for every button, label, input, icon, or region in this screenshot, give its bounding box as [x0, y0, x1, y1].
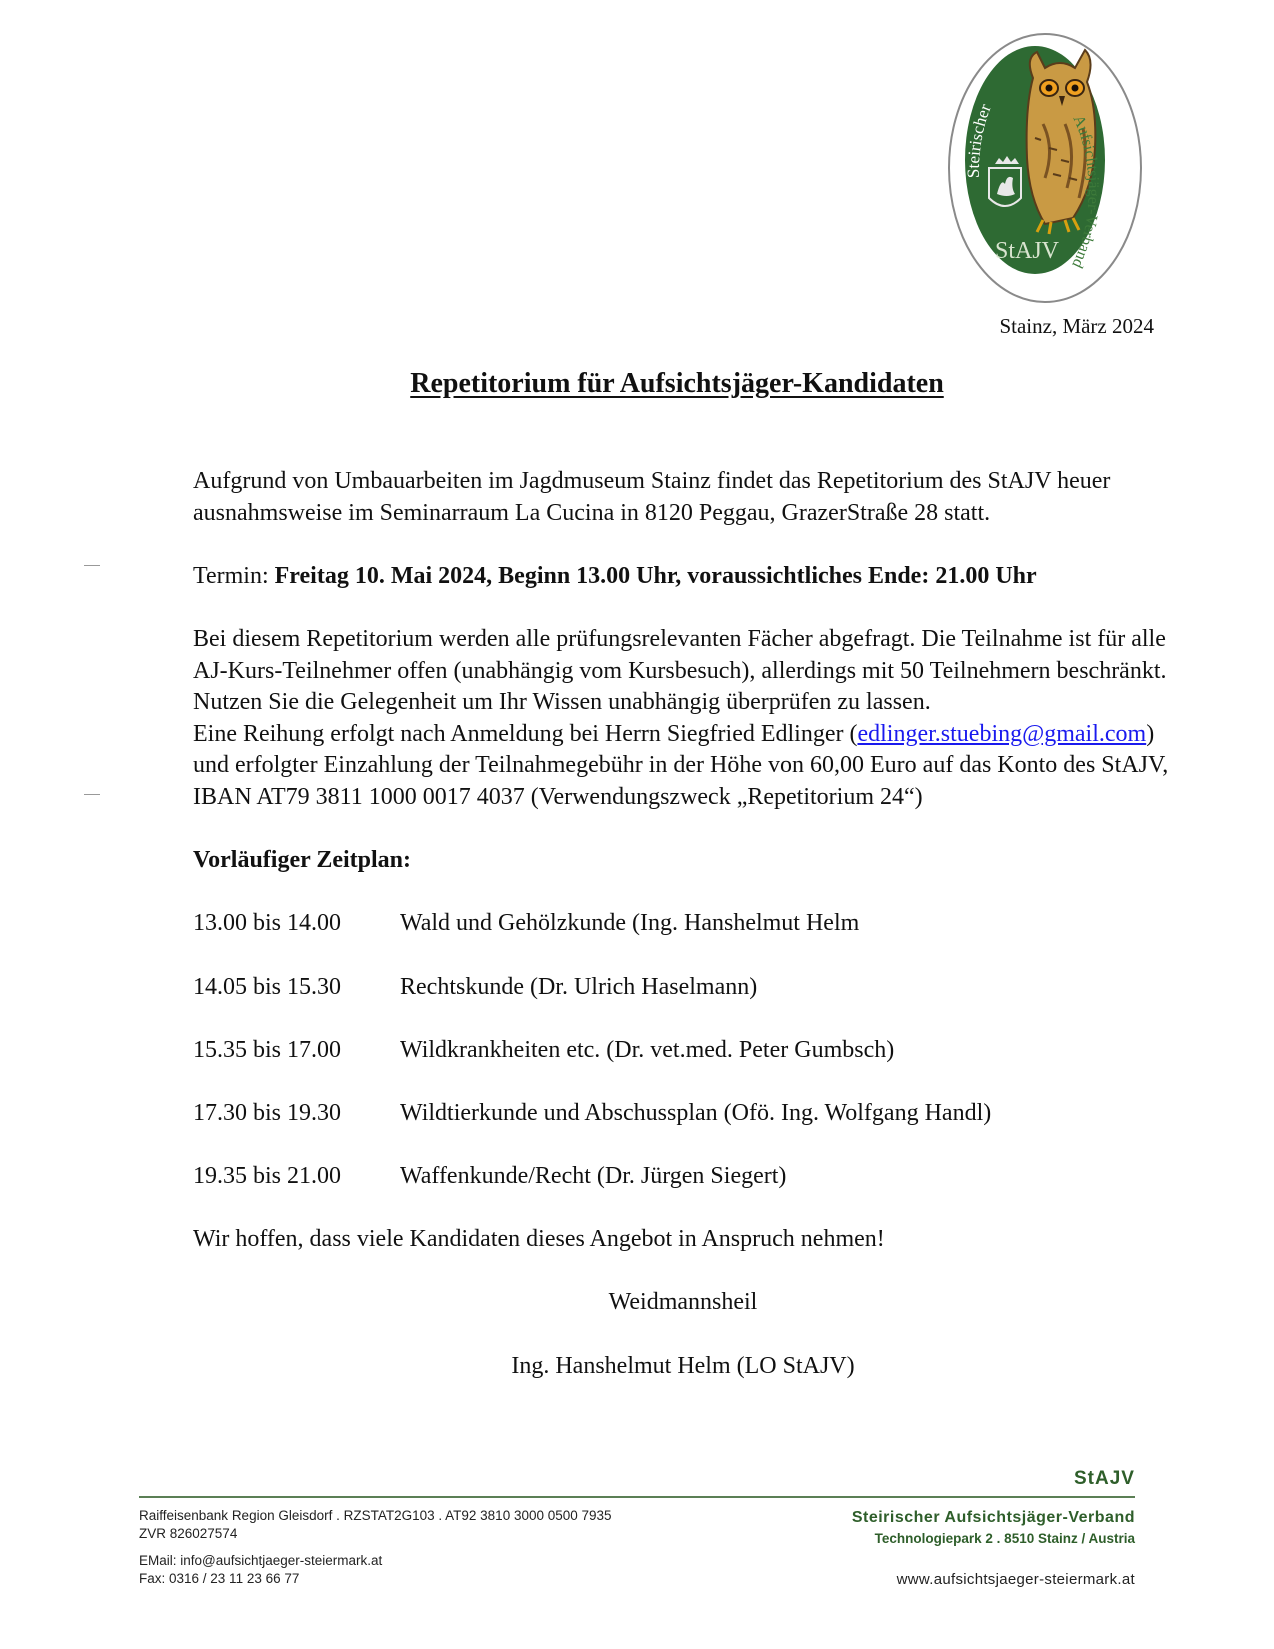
- schedule-topic: Wildkrankheiten etc. (Dr. vet.med. Peter Gumbsch): [400, 1036, 895, 1063]
- registration-paragraph: [193, 719, 1173, 814]
- stajv-logo: [945, 28, 1145, 308]
- schedule-topic: Wald und Gehölzkunde (Ing. Hanshelmut Helm: [400, 910, 860, 937]
- schedule-topic: Rechtskunde (Dr. Ulrich Haselmann): [400, 973, 758, 1000]
- margin-mark: [84, 565, 100, 566]
- schedule-list: [193, 908, 1173, 1192]
- termin-label: Termin:: [193, 562, 275, 589]
- schedule-heading: Vorläufiger Zeitplan:: [193, 847, 412, 874]
- logo-arc-right: Aufsichtsjäger-Verband: [1068, 112, 1102, 271]
- closing-hope: Wir hoffen, dass viele Kandidaten dieses Angebot in Anspruch nehmen!: [193, 1226, 885, 1253]
- intro-paragraph: Aufgrund von Umbauarbeiten im Jagdmuseum Stainz findet das Repetitorium des StAJV heuer ausnahmsweise im Seminarraum La Cucina in 8120 Peggau, GrazerStraße 28 statt.: [193, 468, 1111, 526]
- schedule-row: [193, 1161, 1173, 1193]
- footer-divider: [139, 1496, 1135, 1498]
- footer-org-name: Steirischer Aufsichtsjäger-Verband: [851, 1509, 1135, 1526]
- schedule-time: 13.00 bis 14.00: [193, 910, 342, 937]
- footer-email: EMail: info@aufsichtjaeger-steiermark.at: [139, 1553, 383, 1568]
- schedule-time: 19.35 bis 21.00: [193, 1163, 342, 1190]
- footer-org: [852, 1507, 1135, 1588]
- letter-body: [193, 466, 1173, 1382]
- schedule-topic: Waffenkunde/Recht (Dr. Jürgen Siegert): [400, 1163, 787, 1190]
- schedule-row: [193, 908, 1173, 940]
- registration-pre: Eine Reihung erfolgt nach Anmeldung bei Herrn Siegfried Edlinger (: [193, 720, 858, 747]
- schedule-topic: Wildtierkunde und Abschussplan (Ofö. Ing. Wolfgang Handl): [400, 1099, 992, 1126]
- termin-value: Freitag 10. Mai 2024, Beginn 13.00 Uhr, voraussichtliches Ende: 21.00 Uhr: [274, 562, 1037, 589]
- schedule-time: 17.30 bis 19.30: [193, 1099, 342, 1126]
- schedule-row: [193, 972, 1173, 1004]
- place-date: Stainz, März 2024: [999, 314, 1154, 338]
- document-title: Repetitorium für Aufsichtsjäger-Kandidaten: [410, 368, 944, 399]
- schedule-row: [193, 1098, 1173, 1130]
- footer-website: www.aufsichtsjaeger-steiermark.at: [896, 1571, 1135, 1588]
- logo-arc-left: Steirischer: [963, 101, 995, 179]
- schedule-row: [193, 1035, 1173, 1067]
- schedule-time: 14.05 bis 15.30: [193, 973, 342, 1000]
- registration-post: ) und erfolgter Einzahlung der Teilnahmegebühr in der Höhe von 60,00 Euro auf das Konto des StAJV, IBAN AT79 3811 1000 0017 4037 (Verwendungszweck „Repetitorium 24“): [193, 720, 1169, 810]
- footer-address: Technologiepark 2 . 8510 Stainz / Austria: [874, 1531, 1135, 1546]
- signature: Ing. Hanshelmut Helm (LO StAJV): [511, 1352, 855, 1379]
- footer-zvr: ZVR 826027574: [139, 1526, 238, 1541]
- footer-bank: Raiffeisenbank Region Gleisdorf . RZSTAT2G103 . AT92 3810 3000 0500 7935: [139, 1508, 612, 1523]
- termin-line: [193, 561, 1173, 593]
- closing-greeting: Weidmannsheil: [608, 1289, 758, 1316]
- footer-fax: Fax: 0316 / 23 11 23 66 77: [139, 1571, 300, 1586]
- footer-contact: [139, 1507, 612, 1588]
- margin-mark: [84, 794, 100, 795]
- schedule-time: 15.35 bis 17.00: [193, 1036, 342, 1063]
- email-link[interactable]: edlinger.stuebing@gmail.com: [857, 720, 1147, 747]
- info-paragraph: Bei diesem Repetitorium werden alle prüfungsrelevanten Fächer abgefragt. Die Teilnahme ist für alle AJ-Kurs-Teilnehmer offen (unabhängig vom Kursbesuch), allerdings mit 50 Teilnehmern beschränkt. Nutzen Sie die Gelegenheit um Ihr Wissen unabhängig überprüfen zu lassen.: [193, 625, 1167, 716]
- logo-center-text: StAJV: [994, 238, 1060, 264]
- footer-brand: StAJV: [1074, 1468, 1135, 1489]
